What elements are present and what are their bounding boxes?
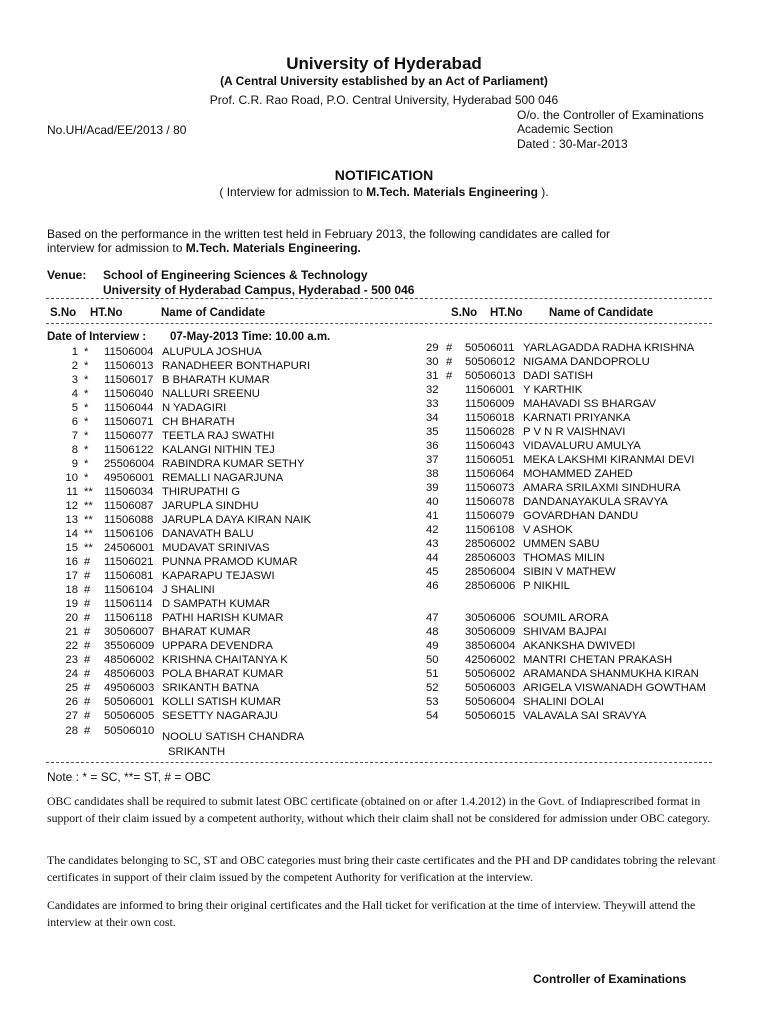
dated-line: Dated : 30-Mar-2013: [517, 137, 628, 151]
col-sno-left: S.No: [50, 307, 77, 319]
row-name: MANTRI CHETAN PRAKASH: [523, 654, 673, 666]
row-htno: 50506004: [465, 696, 516, 708]
row-name: B BHARATH KUMAR: [162, 374, 270, 386]
row-sno: 47: [426, 612, 439, 624]
subtitle-pre: ( Interview for admission to: [219, 185, 367, 199]
row-sno: 54: [426, 710, 439, 722]
row-htno: 11506088: [104, 514, 154, 526]
section-line: Academic Section: [517, 122, 614, 136]
col-sno-right: S.No: [451, 307, 478, 319]
row-mark: #: [446, 356, 453, 368]
row-mark: **: [84, 500, 93, 512]
row-mark: #: [84, 710, 91, 722]
row-sno: 43: [426, 538, 439, 550]
row-name: MEKA LAKSHMI KIRANMAI DEVI: [523, 454, 695, 466]
row-name: SESETTY NAGARAJU: [162, 710, 278, 722]
row-sno: 4: [71, 388, 78, 400]
category-note: Note : * = SC, **= ST, # = OBC: [47, 770, 211, 784]
row-name: NIGAMA DANDOPROLU: [523, 356, 650, 368]
row-name: TEETLA RAJ SWATHI: [162, 430, 275, 442]
row-htno: 49506001: [104, 472, 155, 484]
row-sno: 44: [426, 552, 439, 564]
row-htno: 48506003: [104, 668, 155, 680]
row-sno: 49: [426, 640, 439, 652]
row-htno: 11506077: [104, 430, 154, 442]
row-htno: 11506087: [104, 500, 154, 512]
row-htno: 11506043: [465, 440, 515, 452]
intro-line-2-text: interview for admission to: [47, 241, 186, 255]
row-sno: 10: [65, 472, 78, 484]
row-htno: 11506034: [104, 486, 154, 498]
row-name-continuation: SRIKANTH: [168, 746, 226, 758]
row-htno: 48506002: [104, 654, 155, 666]
col-name-left: Name of Candidate: [161, 307, 266, 319]
row-name: NOOLU SATISH CHANDRA: [162, 731, 305, 743]
row-sno: 1: [71, 346, 78, 358]
signature-controller: Controller of Examinations: [533, 972, 687, 986]
row-mark: #: [84, 556, 91, 568]
row-htno: 50506013: [465, 370, 516, 382]
venue-label: Venue:: [47, 268, 87, 282]
row-htno: 50506015: [465, 710, 516, 722]
row-htno: 49506003: [104, 682, 155, 694]
row-htno: 24506001: [104, 542, 155, 554]
row-name: SIBIN V MATHEW: [523, 566, 616, 578]
row-sno: 39: [426, 482, 439, 494]
row-sno: 53: [426, 696, 439, 708]
intro-program: M.Tech. Materials Engineering.: [185, 241, 361, 255]
row-name: KAPARAPU TEJASWI: [162, 570, 275, 582]
row-mark: #: [446, 342, 453, 354]
row-name: V ASHOK: [523, 524, 573, 536]
row-htno: 11506044: [104, 402, 154, 414]
row-htno: 11506078: [465, 496, 515, 508]
row-name: AMARA SRILAXMI SINDHURA: [523, 482, 681, 494]
row-sno: 41: [426, 510, 439, 522]
row-htno: 11506122: [104, 444, 154, 456]
row-name: N YADAGIRI: [162, 402, 227, 414]
row-htno: 11506073: [465, 482, 515, 494]
row-htno: 11506064: [465, 468, 515, 480]
row-htno: 38506004: [465, 640, 516, 652]
row-sno: 45: [426, 566, 439, 578]
row-mark: *: [84, 388, 89, 400]
row-sno: 8: [71, 444, 78, 456]
row-mark: #: [84, 668, 91, 680]
venue-line-2: University of Hyderabad Campus, Hyderabad - 500 046: [103, 283, 415, 297]
divider-top: [46, 298, 712, 299]
row-mark: **: [84, 542, 93, 554]
row-sno: 38: [426, 468, 439, 480]
col-name-right: Name of Candidate: [549, 307, 654, 319]
subtitle-program: M.Tech. Materials Engineering: [366, 185, 538, 199]
row-htno: 11506009: [465, 398, 515, 410]
row-sno: 15: [65, 542, 78, 554]
row-sno: 50: [426, 654, 439, 666]
row-mark: **: [84, 528, 93, 540]
row-sno: 14: [65, 528, 78, 540]
row-mark: #: [84, 654, 91, 666]
row-htno: 50506002: [465, 668, 516, 680]
row-htno: 11506071: [104, 416, 154, 428]
row-name: CH BHARATH: [162, 416, 235, 428]
row-sno: 23: [65, 654, 78, 666]
row-name: DADI SATISH: [523, 370, 594, 382]
row-sno: 27: [65, 710, 78, 722]
row-sno: 35: [426, 426, 439, 438]
row-sno: 52: [426, 682, 439, 694]
row-name: ARIGELA VISWANADH GOWTHAM: [523, 682, 706, 694]
row-mark: *: [84, 458, 89, 470]
row-name: ARAMANDA SHANMUKHA KIRAN: [523, 668, 699, 680]
row-mark: *: [84, 360, 89, 372]
interview-date-value: 07-May-2013 Time: 10.00 a.m.: [170, 331, 331, 343]
row-mark: *: [84, 444, 89, 456]
row-name: KRISHNA CHAITANYA K: [162, 654, 288, 666]
row-name: SHALINI DOLAI: [523, 696, 604, 708]
university-title: University of Hyderabad: [286, 54, 482, 73]
row-htno: 11506004: [104, 346, 154, 358]
row-htno: 11506028: [465, 426, 515, 438]
row-mark: #: [84, 696, 91, 708]
original-certificates-paragraph: Candidates are informed to bring their original certificates and the Hall ticket for verification at the time of interview. Theywill attend the interview at their own cost.: [47, 898, 696, 929]
row-name: RABINDRA KUMAR SETHY: [162, 458, 305, 470]
row-name: MUDAVAT SRINIVAS: [162, 542, 270, 554]
row-name: PATHI HARISH KUMAR: [162, 612, 284, 624]
row-mark: **: [84, 486, 93, 498]
row-htno: 30506009: [465, 626, 516, 638]
row-htno: 42506002: [465, 654, 516, 666]
row-sno: 30: [426, 356, 439, 368]
row-sno: 13: [65, 514, 78, 526]
row-sno: 7: [71, 430, 78, 442]
row-htno: 25506004: [104, 458, 155, 470]
row-mark: *: [84, 416, 89, 428]
university-address: Prof. C.R. Rao Road, P.O. Central University, Hyderabad 500 046: [209, 93, 559, 107]
row-name: VALAVALA SAI SRAVYA: [523, 710, 647, 722]
row-name: THIRUPATHI G: [162, 486, 241, 498]
row-name: D SAMPATH KUMAR: [162, 598, 271, 610]
row-sno: 42: [426, 524, 439, 536]
subtitle-post: ).: [537, 185, 549, 199]
row-sno: 16: [65, 556, 78, 568]
row-htno: 28506006: [465, 580, 516, 592]
row-mark: *: [84, 374, 89, 386]
row-htno: 11506001: [465, 384, 515, 396]
row-sno: 36: [426, 440, 439, 452]
row-sno: 20: [65, 612, 78, 624]
row-name: JARUPLA SINDHU: [162, 500, 259, 512]
row-htno: 50506010: [104, 725, 155, 737]
row-sno: 37: [426, 454, 439, 466]
interview-date-label: Date of Interview :: [47, 331, 147, 343]
row-name: DANDANAYAKULA SRAVYA: [523, 496, 668, 508]
row-htno: 28506004: [465, 566, 516, 578]
row-sno: 24: [65, 668, 78, 680]
row-name: MAHAVADI SS BHARGAV: [523, 398, 657, 410]
caste-paragraph: The candidates belonging to SC, ST and OBC categories must bring their caste certificates and the PH and DP candidates tobring the relevant certificates in support of their claim issued by the competent Authority for verification at the interview.: [47, 853, 716, 884]
row-name: PUNNA PRAMOD KUMAR: [162, 556, 298, 568]
intro-line-2: [47, 241, 361, 255]
notification-subtitle: [0, 185, 768, 199]
row-htno: 50506012: [465, 356, 516, 368]
row-sno: 11: [66, 486, 78, 498]
row-htno: 30506007: [104, 626, 155, 638]
row-name: J SHALINI: [162, 584, 215, 596]
row-name: THOMAS MILIN: [523, 552, 605, 564]
row-name: P V N R VAISHNAVI: [523, 426, 626, 438]
row-name: Y KARTHIK: [523, 384, 583, 396]
row-sno: 21: [65, 626, 78, 638]
row-name: VIDAVALURU AMULYA: [523, 440, 641, 452]
row-name: JARUPLA DAYA KIRAN NAIK: [162, 514, 311, 526]
row-name: SRIKANTH BATNA: [162, 682, 260, 694]
row-mark: #: [446, 370, 453, 382]
row-htno: 35506009: [104, 640, 155, 652]
row-sno: 28: [65, 725, 78, 737]
university-subtitle: (A Central University established by an Act of Parliament): [220, 74, 548, 88]
row-mark: *: [84, 430, 89, 442]
row-mark: #: [84, 640, 91, 652]
row-sno: 31: [426, 370, 439, 382]
row-sno: 51: [426, 668, 439, 680]
row-htno: 11506079: [465, 510, 515, 522]
col-htno-left: HT.No: [90, 307, 123, 319]
row-htno: 11506013: [104, 360, 154, 372]
row-sno: 9: [71, 458, 78, 470]
row-name: MOHAMMED ZAHED: [523, 468, 633, 480]
row-name: UMMEN SABU: [523, 538, 600, 550]
row-sno: 40: [426, 496, 439, 508]
row-htno: 11506104: [104, 584, 154, 596]
row-mark: *: [84, 346, 89, 358]
row-htno: 11506018: [465, 412, 515, 424]
venue-line-1: School of Engineering Sciences & Technology: [103, 268, 368, 282]
row-sno: 22: [65, 640, 78, 652]
row-htno: 11506081: [104, 570, 154, 582]
row-name: AKANKSHA DWIVEDI: [523, 640, 636, 652]
row-mark: #: [84, 570, 91, 582]
row-sno: 12: [65, 500, 78, 512]
row-mark: #: [84, 682, 91, 694]
obc-paragraph: OBC candidates shall be required to submit latest OBC certificate (obtained on or after 1.4.2012) in the Govt. of Indiaprescribed format in support of their claim issued by a competent authority, without which their claim shall not be considered for admission under OBC category.: [47, 794, 711, 825]
row-name: NALLURI SREENU: [162, 388, 260, 400]
row-sno: 33: [426, 398, 439, 410]
office-line: O/o. the Controller of Examinations: [517, 108, 704, 122]
row-mark: #: [84, 725, 91, 737]
row-htno: 50506005: [104, 710, 155, 722]
row-htno: 11506106: [104, 528, 154, 540]
row-htno: 11506017: [104, 374, 154, 386]
row-sno: 48: [426, 626, 439, 638]
row-htno: 50506011: [465, 342, 515, 354]
row-sno: 18: [65, 584, 78, 596]
row-htno: 11506118: [104, 612, 153, 624]
row-name: REMALLI NAGARJUNA: [162, 472, 284, 484]
row-mark: #: [84, 584, 91, 596]
row-sno: 29: [426, 342, 439, 354]
row-htno: 28506002: [465, 538, 516, 550]
row-name: SHIVAM BAJPAI: [523, 626, 607, 638]
row-name: KALANGI NITHIN TEJ: [162, 444, 275, 456]
row-htno: 28506003: [465, 552, 516, 564]
row-mark: #: [84, 598, 91, 610]
row-name: P NIKHIL: [523, 580, 570, 592]
row-htno: 11506040: [104, 388, 154, 400]
row-mark: *: [84, 472, 89, 484]
row-mark: *: [84, 402, 89, 414]
row-htno: 11506114: [104, 598, 153, 610]
row-sno: 6: [71, 416, 78, 428]
notification-title: NOTIFICATION: [334, 167, 434, 183]
row-sno: 17: [65, 570, 78, 582]
row-mark: #: [84, 626, 91, 638]
row-sno: 3: [71, 374, 78, 386]
divider-bottom: [46, 762, 712, 763]
row-sno: 5: [71, 402, 78, 414]
row-htno: 11506021: [104, 556, 154, 568]
row-sno: 34: [426, 412, 439, 424]
row-htno: 50506001: [104, 696, 155, 708]
row-name: POLA BHARAT KUMAR: [162, 668, 284, 680]
row-name: BHARAT KUMAR: [162, 626, 251, 638]
row-name: ALUPULA JOSHUA: [162, 346, 262, 358]
row-sno: 2: [71, 360, 78, 372]
row-name: DANAVATH BALU: [162, 528, 254, 540]
row-sno: 32: [426, 384, 439, 396]
row-name: KOLLI SATISH KUMAR: [162, 696, 282, 708]
row-sno: 19: [65, 598, 78, 610]
row-name: KARNATI PRIYANKA: [523, 412, 631, 424]
row-name: GOVARDHAN DANDU: [523, 510, 639, 522]
row-sno: 46: [426, 580, 439, 592]
row-htno: 11506108: [465, 524, 515, 536]
row-htno: 30506006: [465, 612, 516, 624]
row-htno: 11506051: [465, 454, 515, 466]
row-mark: #: [84, 612, 91, 624]
row-name: RANADHEER BONTHAPURI: [162, 360, 311, 372]
row-sno: 25: [65, 682, 78, 694]
row-name: YARLAGADDA RADHA KRISHNA: [523, 342, 695, 354]
row-sno: 26: [65, 696, 78, 708]
intro-line-1: Based on the performance in the written test held in February 2013, the following candidates are called for: [47, 227, 610, 241]
divider-header: [46, 323, 712, 324]
row-name: SOUMIL ARORA: [523, 612, 609, 624]
reference-number: No.UH/Acad/EE/2013 / 80: [47, 123, 187, 137]
row-name: UPPARA DEVENDRA: [162, 640, 273, 652]
col-htno-right: HT.No: [490, 307, 523, 319]
row-mark: **: [84, 514, 93, 526]
row-htno: 50506003: [465, 682, 516, 694]
